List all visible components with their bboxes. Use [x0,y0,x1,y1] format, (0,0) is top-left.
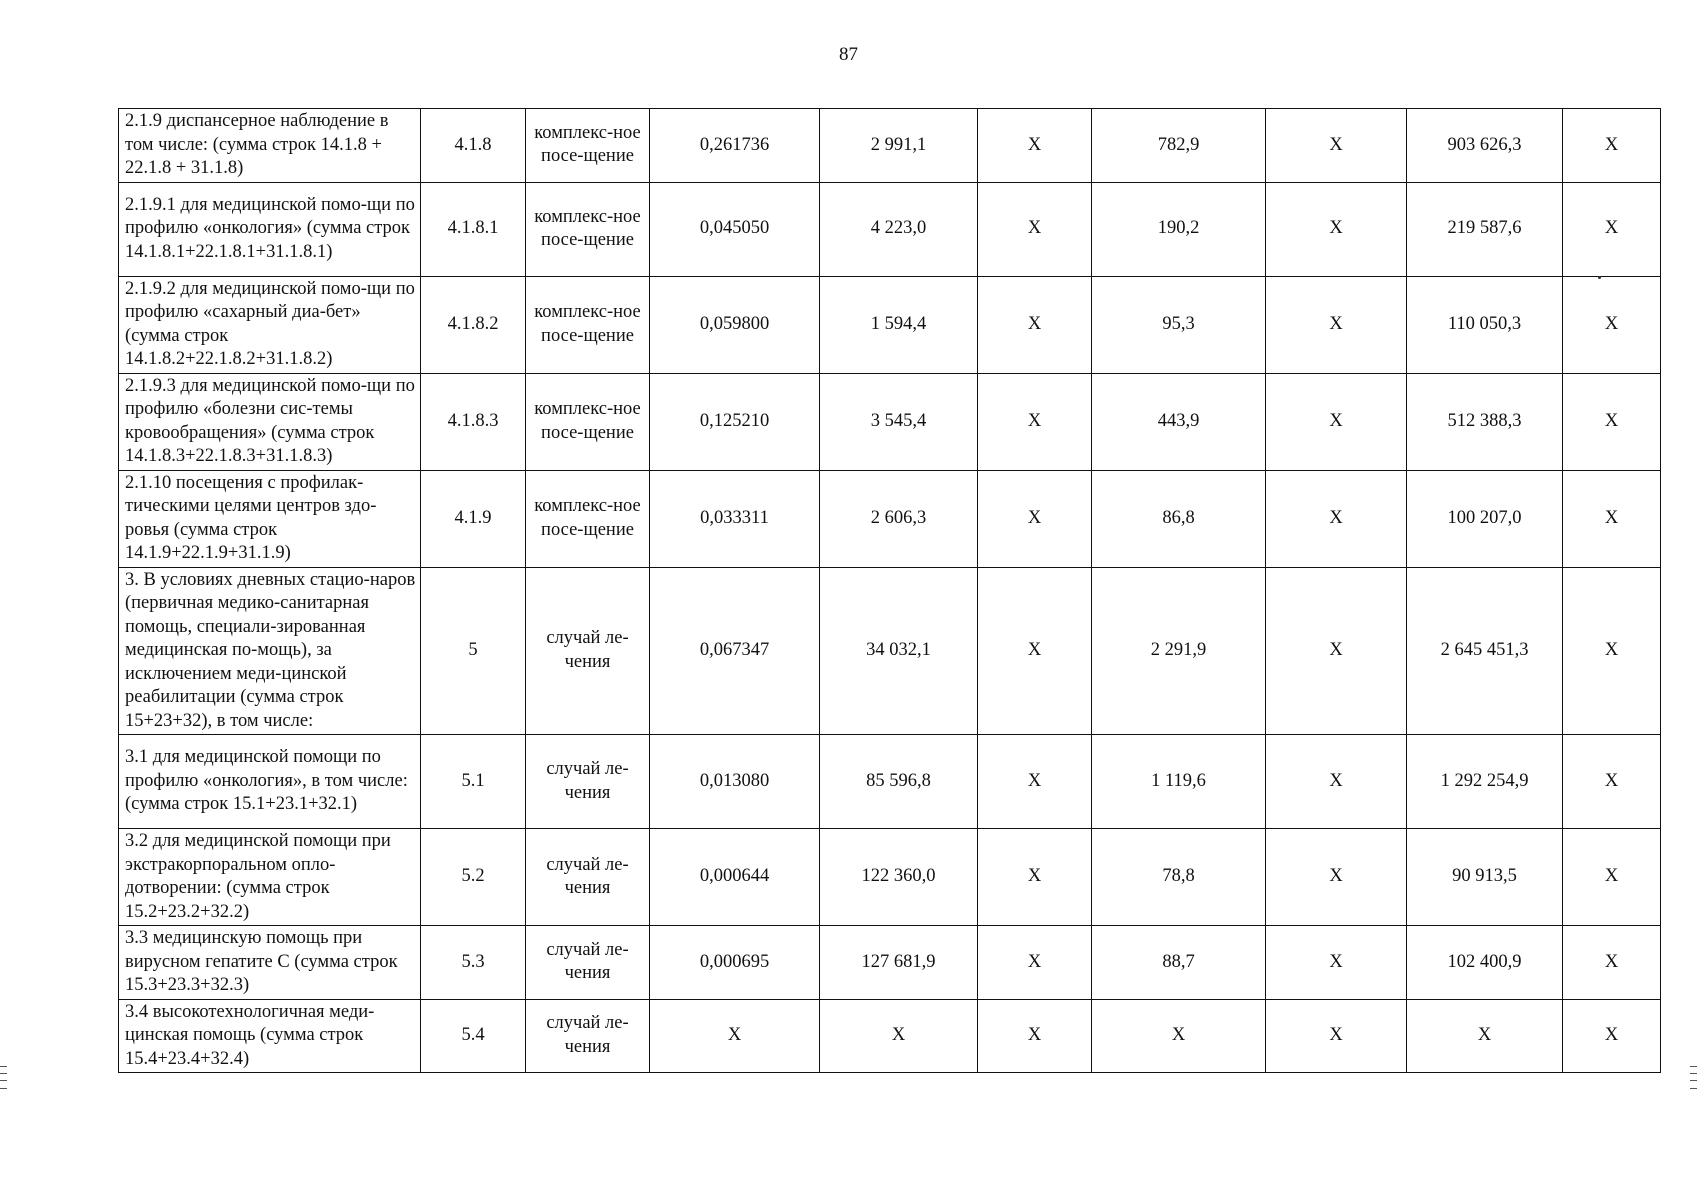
row-value-cell: 903 626,3 [1407,109,1563,183]
row-value-cell: Х [1266,926,1407,1000]
page-number: 87 [839,44,858,65]
row-value-cell: Х [1563,373,1661,470]
row-value-cell: 1 292 254,9 [1407,735,1563,829]
row-value-cell: Х [978,182,1092,276]
row-value-cell: Х [1266,735,1407,829]
scan-edge-mark [1690,1073,1697,1074]
row-value-cell: Х [1407,999,1563,1073]
row-unit-cell: комплекс-ное посе-щение [526,109,650,183]
row-value-cell: Х [820,999,978,1073]
row-value-cell: 102 400,9 [1407,926,1563,1000]
row-value-cell: Х [978,109,1092,183]
row-unit-cell: комплекс-ное посе-щение [526,373,650,470]
row-value-cell: Х [978,470,1092,567]
row-unit-cell: случай ле-чения [526,829,650,926]
row-value-cell: 2 645 451,3 [1407,567,1563,735]
row-code-cell: 4.1.8.3 [421,373,526,470]
table-row [119,926,1661,1000]
table-row [119,276,1661,373]
row-value-cell: 122 360,0 [820,829,978,926]
row-value-cell: Х [1563,109,1661,183]
table-row [119,829,1661,926]
table-row [119,567,1661,735]
row-value-cell: 0,000695 [650,926,820,1000]
row-value-cell: 1 119,6 [1092,735,1266,829]
row-unit-cell: комплекс-ное посе-щение [526,276,650,373]
row-value-cell: Х [978,926,1092,1000]
scan-dot [1598,276,1601,279]
row-unit-cell: случай ле-чения [526,567,650,735]
row-value-cell: 0,033311 [650,470,820,567]
row-value-cell: 2 291,9 [1092,567,1266,735]
row-name-cell: 2.1.9.2 для медицинской помо-щи по профилю «сахарный диа-бет» (сумма строк 14.1.8.2+22.1.8.2+31.1.8.2) [119,276,421,373]
row-name-cell: 2.1.10 посещения с профилак-тическими целями центров здо-ровья (сумма строк 14.1.9+22.1.9+31.1.9) [119,470,421,567]
row-name-cell: 3.1 для медицинской помощи по профилю «онкология», в том числе: (сумма строк 15.1+23.1+32.1) [119,735,421,829]
row-value-cell: Х [1563,735,1661,829]
row-name-cell: 2.1.9.1 для медицинской помо-щи по профилю «онкология» (сумма строк 14.1.8.1+22.1.8.1+31.1.8.1) [119,182,421,276]
row-name-cell: 2.1.9 диспансерное наблюдение в том числе: (сумма строк 14.1.8 + 22.1.8 + 31.1.8) [119,109,421,183]
row-value-cell: Х [1266,999,1407,1073]
row-value-cell: 512 388,3 [1407,373,1563,470]
row-code-cell: 5.3 [421,926,526,1000]
table-row [119,182,1661,276]
row-value-cell: 4 223,0 [820,182,978,276]
row-value-cell: Х [1092,999,1266,1073]
row-value-cell: 0,045050 [650,182,820,276]
row-name-cell: 3. В условиях дневных стацио-наров (первичная медико-санитарная помощь, специали-зированная медицинская по-мощь), за исключением меди-цинской реабилитации (сумма строк 15+23+32), в том числе: [119,567,421,735]
table-body [119,109,1661,1073]
row-value-cell: Х [978,276,1092,373]
row-value-cell: Х [1563,829,1661,926]
row-value-cell: Х [1563,926,1661,1000]
row-value-cell: 86,8 [1092,470,1266,567]
row-code-cell: 5.4 [421,999,526,1073]
row-value-cell: 78,8 [1092,829,1266,926]
row-value-cell: 0,067347 [650,567,820,735]
row-value-cell: Х [1266,373,1407,470]
row-name-cell: 3.3 медицинскую помощь при вирусном гепатите С (сумма строк 15.3+23.3+32.3) [119,926,421,1000]
row-value-cell: 190,2 [1092,182,1266,276]
scan-edge-mark [0,1088,7,1089]
row-value-cell: 443,9 [1092,373,1266,470]
row-value-cell: Х [1266,470,1407,567]
row-code-cell: 4.1.9 [421,470,526,567]
row-code-cell: 5.2 [421,829,526,926]
row-value-cell: Х [1563,182,1661,276]
row-value-cell: 0,000644 [650,829,820,926]
row-unit-cell: комплекс-ное посе-щение [526,182,650,276]
row-code-cell: 4.1.8 [421,109,526,183]
row-value-cell: Х [1563,567,1661,735]
scan-edge-mark [0,1066,7,1067]
scan-edge-mark [1690,1080,1697,1081]
row-name-cell: 3.4 высокотехнологичная меди-цинская помощь (сумма строк 15.4+23.4+32.4) [119,999,421,1073]
data-table [118,108,1661,1073]
row-value-cell: 34 032,1 [820,567,978,735]
row-value-cell: Х [1563,999,1661,1073]
row-value-cell: 85 596,8 [820,735,978,829]
row-value-cell: Х [1266,567,1407,735]
row-unit-cell: комплекс-ное посе-щение [526,470,650,567]
row-unit-cell: случай ле-чения [526,999,650,1073]
row-value-cell: Х [650,999,820,1073]
row-value-cell: Х [1563,470,1661,567]
row-value-cell: 0,059800 [650,276,820,373]
row-value-cell: Х [978,735,1092,829]
row-value-cell: Х [978,829,1092,926]
row-value-cell: 0,125210 [650,373,820,470]
row-name-cell: 2.1.9.3 для медицинской помо-щи по профилю «болезни сис-темы кровообращения» (сумма строк 14.1.8.3+22.1.8.3+31.1.8.3) [119,373,421,470]
row-code-cell: 5.1 [421,735,526,829]
row-value-cell: 3 545,4 [820,373,978,470]
table-row [119,109,1661,183]
row-value-cell: 1 594,4 [820,276,978,373]
row-value-cell: 0,013080 [650,735,820,829]
row-value-cell: 782,9 [1092,109,1266,183]
row-value-cell: 0,261736 [650,109,820,183]
row-value-cell: Х [1266,276,1407,373]
scan-edge-mark [1690,1066,1697,1067]
row-unit-cell: случай ле-чения [526,926,650,1000]
row-value-cell: Х [1266,182,1407,276]
row-value-cell: 95,3 [1092,276,1266,373]
row-code-cell: 4.1.8.2 [421,276,526,373]
table-row [119,373,1661,470]
row-unit-cell: случай ле-чения [526,735,650,829]
scan-edge-mark [1690,1088,1697,1089]
row-value-cell: Х [1563,276,1661,373]
row-value-cell: 219 587,6 [1407,182,1563,276]
row-code-cell: 4.1.8.1 [421,182,526,276]
table-row [119,735,1661,829]
table-row [119,470,1661,567]
table-row [119,999,1661,1073]
row-value-cell: 127 681,9 [820,926,978,1000]
row-value-cell: Х [978,373,1092,470]
row-value-cell: 2 606,3 [820,470,978,567]
row-code-cell: 5 [421,567,526,735]
row-name-cell: 3.2 для медицинской помощи при экстракорпоральном опло-дотворении: (сумма строк 15.2+23.2+32.2) [119,829,421,926]
row-value-cell: 88,7 [1092,926,1266,1000]
row-value-cell: Х [1266,109,1407,183]
row-value-cell: 100 207,0 [1407,470,1563,567]
row-value-cell: Х [1266,829,1407,926]
scan-edge-mark [0,1073,7,1074]
row-value-cell: 2 991,1 [820,109,978,183]
row-value-cell: Х [978,567,1092,735]
row-value-cell: 90 913,5 [1407,829,1563,926]
row-value-cell: Х [978,999,1092,1073]
scan-edge-mark [0,1080,7,1081]
row-value-cell: 110 050,3 [1407,276,1563,373]
